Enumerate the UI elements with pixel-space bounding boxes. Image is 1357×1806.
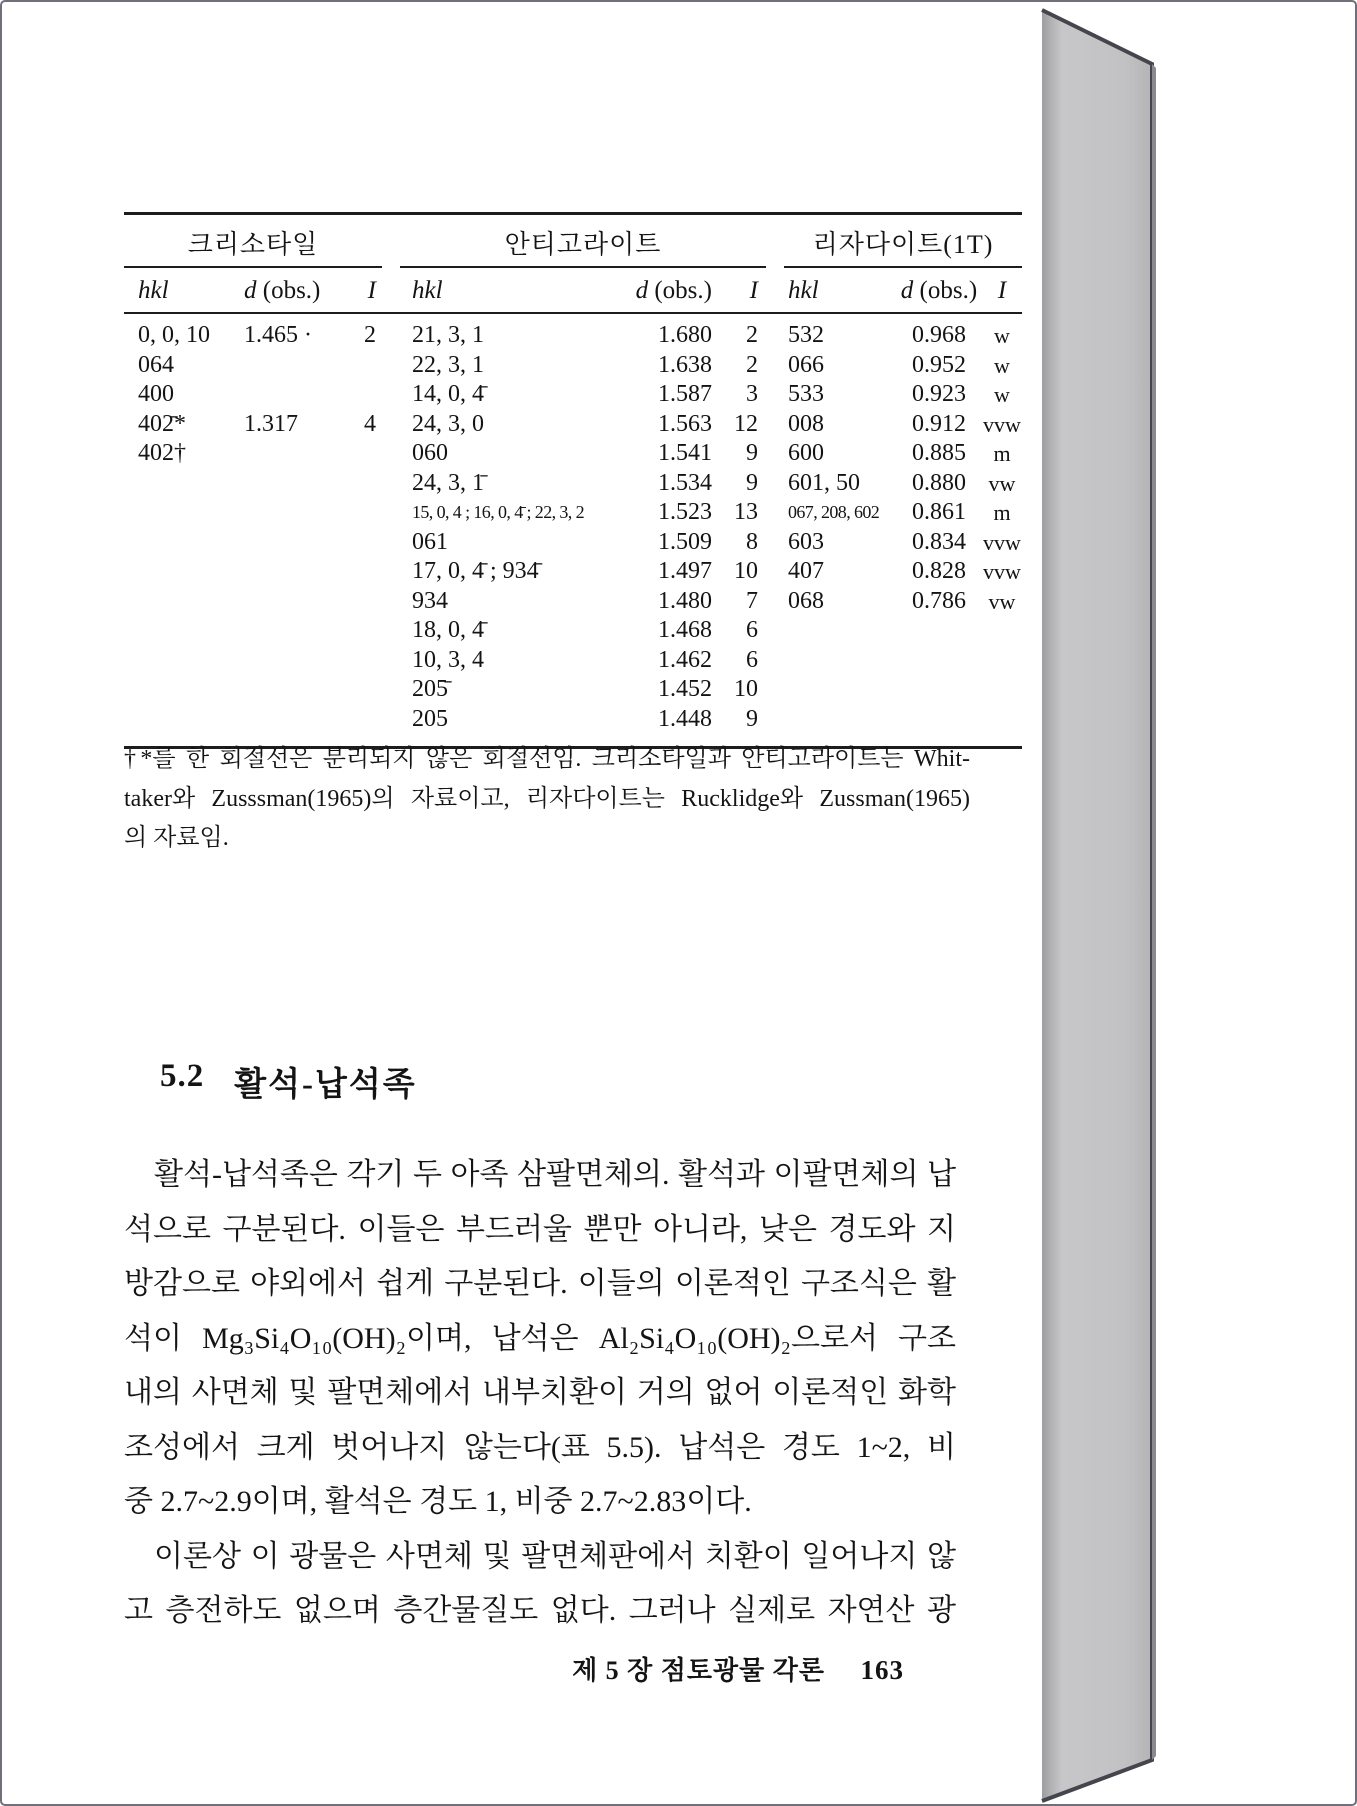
table-cell-c-i <box>338 616 382 646</box>
table-gap <box>766 380 784 410</box>
column-header-hkl <box>784 268 896 312</box>
table-cell-a-d: 1.563 <box>658 410 712 437</box>
table-cell-c-i: 4 <box>364 410 376 437</box>
table-cell-a-hkl: 205 <box>412 705 448 732</box>
table-gap <box>766 646 784 676</box>
table-cell-a-hkl: 24, 3, 0 <box>412 410 484 437</box>
table-gap <box>766 498 784 528</box>
column-header-hkl <box>400 268 632 312</box>
table-cell-a-d: 1.509 <box>658 528 712 555</box>
hkl-label: hkl <box>412 277 443 304</box>
table-cell-a-i: 3 <box>746 381 758 407</box>
hkl-label: hkl <box>138 277 169 304</box>
table-cell-c-hkl: 402̄* <box>138 410 186 437</box>
table-cell-c-d: 1.317 <box>244 410 298 437</box>
body-text <box>124 1148 956 1639</box>
table-cell-c-i <box>338 380 382 410</box>
column-header-d-obs <box>632 268 712 312</box>
table-gap <box>382 469 400 499</box>
table-cell-l-i: vw <box>988 470 1016 496</box>
table-cell-a-d: 1.541 <box>658 440 712 466</box>
table-gap <box>382 380 400 410</box>
table-footnote <box>124 740 970 859</box>
table-cell-l-hkl: 008 <box>788 410 824 437</box>
table-cell-c-d <box>236 646 338 676</box>
table-cell-l-i: m <box>993 441 1011 466</box>
table-cell-l-i <box>982 646 1022 676</box>
book-page-edge-graphic <box>1040 2 1162 1806</box>
table-cell-a-i: 6 <box>746 617 758 643</box>
table-cell-c-i <box>338 587 382 617</box>
table-cell-c-hkl <box>124 498 236 528</box>
d-label: d <box>635 277 649 304</box>
table-cell-l-d <box>896 675 982 705</box>
table-cell-a-d: 1.462 <box>658 646 712 673</box>
table-cell-c-d <box>236 498 338 528</box>
table-cell-a-hkl: 21, 3, 1 <box>412 322 484 348</box>
body-line: 활석-납석족은 각기 두 아족 삼팔면체의. 활석과 이팔면체의 납 <box>154 1158 956 1191</box>
i-label: I <box>367 277 376 304</box>
body-line: 중 2.7~2.9이며, 활석은 경도 1, 비중 2.7~2.83이다. <box>124 1485 752 1518</box>
table-cell-l-d <box>896 616 982 646</box>
column-header-d-obs <box>236 268 338 312</box>
table-gap <box>382 675 400 705</box>
table-cell-l-i <box>982 705 1022 735</box>
xrd-table <box>124 212 1022 749</box>
table-cell-a-d: 1.587 <box>658 381 712 407</box>
table-cell-c-i <box>338 557 382 587</box>
table-gap <box>766 587 784 617</box>
table-cell-c-i <box>338 351 382 381</box>
table-cell-a-i: 12 <box>734 410 758 437</box>
table-cell-l-hkl <box>784 646 896 676</box>
table-cell-a-hkl: 15, 0, 4 ; 16, 0, 4̄ ; 22, 3, 2 <box>412 502 585 522</box>
table-cell-l-i: vvw <box>983 411 1021 437</box>
section-heading <box>160 1058 417 1105</box>
table-gap <box>766 410 784 440</box>
column-header-intensity <box>338 268 382 312</box>
table-gap <box>382 498 400 528</box>
body-line: 석이 Mg₃Si₄O₁₀(OH)₂이며, 납석은 Al₂Si₄O₁₀(OH)₂으로서 구조 <box>124 1321 956 1355</box>
table-cell-a-hkl: 17, 0, 4̄ ; 934̄ <box>412 558 539 584</box>
table-cell-a-i: 9 <box>746 440 758 466</box>
table-cell-c-hkl: 402† <box>138 440 186 466</box>
column-header-intensity <box>712 268 766 312</box>
group-title-lizardite: 리자다이트(1T) <box>784 215 1022 268</box>
page-footer <box>124 1650 904 1687</box>
column-header-intensity <box>982 268 1022 312</box>
table-cell-a-hkl: 934 <box>412 587 448 614</box>
table-cell-a-i: 13 <box>734 499 758 525</box>
table-cell-c-hkl: 0, 0, 10 <box>138 322 210 348</box>
table-cell-c-hkl <box>124 616 236 646</box>
table-gap <box>382 528 400 558</box>
group-title-chrysotile: 크리소타일 <box>124 215 382 268</box>
table-cell-l-d: 0.861 <box>912 499 966 525</box>
table-gap <box>766 557 784 587</box>
table-cell-a-d: 1.448 <box>658 705 712 732</box>
table-cell-a-d: 1.523 <box>658 499 712 525</box>
table-cell-c-hkl <box>124 528 236 558</box>
table-cell-a-hkl: 14, 0, 4̄ <box>412 381 484 407</box>
table-cell-a-hkl: 061 <box>412 528 448 555</box>
table-cell-a-hkl: 205̄ <box>412 676 448 702</box>
table-cell-c-hkl <box>124 646 236 676</box>
table-cell-a-hkl: 060 <box>412 440 448 466</box>
i-label: I <box>997 277 1007 304</box>
table-cell-l-hkl: 533 <box>788 381 824 407</box>
column-header-d-obs <box>896 268 982 312</box>
table-cell-l-d: 0.952 <box>912 351 966 378</box>
chapter-label: 제 5 장 점토광물 각론 <box>572 1656 825 1685</box>
table-cell-c-hkl <box>124 587 236 617</box>
table-gap <box>382 557 400 587</box>
table-cell-a-i: 10 <box>734 676 758 702</box>
table-cell-c-hkl: 064 <box>138 351 174 378</box>
table-cell-c-hkl <box>124 705 236 735</box>
body-line: 이론상 이 광물은 사면체 및 팔면체판에서 치환이 일어나지 않 <box>154 1539 956 1573</box>
body-line: 석으로 구분된다. 이들은 부드러울 뿐만 아니라, 낮은 경도와 지 <box>124 1212 956 1246</box>
table-cell-a-i: 6 <box>746 646 758 673</box>
table-cell-c-d <box>236 351 338 381</box>
book-edge-illustration <box>1040 2 1162 1806</box>
table-cell-c-i <box>338 498 382 528</box>
table-cell-c-hkl <box>124 557 236 587</box>
group-title-antigorite: 안티고라이트 <box>400 215 766 268</box>
table-cell-l-i: vvw <box>983 529 1021 555</box>
table-cell-a-hkl: 24, 3, 1̄ <box>412 469 484 496</box>
table-cell-l-hkl: 532 <box>788 322 824 348</box>
table-cell-l-d: 0.880 <box>912 469 966 496</box>
table-gap <box>382 215 400 268</box>
table-cell-l-d: 0.885 <box>912 440 966 466</box>
table-cell-c-hkl <box>124 469 236 499</box>
table-cell-a-i: 2 <box>746 322 758 348</box>
table-gap <box>766 616 784 646</box>
table-gap <box>382 587 400 617</box>
table-cell-l-hkl <box>784 675 896 705</box>
table-cell-c-d <box>236 616 338 646</box>
table-cell-c-d <box>236 675 338 705</box>
table-cell-a-d: 1.497 <box>658 558 712 584</box>
footnote-line: taker와 Zusssman(1965)의 자료이고, 리자다이트는 Rucklidge와 Zussman(1965) <box>124 785 970 812</box>
obs-label: (obs.) <box>913 277 978 304</box>
table-gap <box>382 439 400 469</box>
table-cell-a-d: 1.680 <box>658 322 712 348</box>
table-cell-a-hkl: 22, 3, 1 <box>412 351 484 378</box>
hkl-label: hkl <box>788 277 819 304</box>
table-gap <box>382 321 400 351</box>
table-cell-a-i: 9 <box>746 705 758 732</box>
table-cell-c-hkl: 400 <box>138 381 174 407</box>
obs-label: (obs.) <box>256 277 321 304</box>
table-cell-l-hkl: 067, 208, 602 <box>788 502 880 522</box>
table-gap <box>382 705 400 735</box>
table-cell-a-i: 7 <box>746 587 758 614</box>
table-cell-c-d <box>236 705 338 735</box>
table-gap <box>382 410 400 440</box>
section-number: 5.2 <box>160 1058 205 1094</box>
table-cell-l-d: 0.834 <box>912 528 966 555</box>
table-cell-a-hkl: 18, 0, 4̄ <box>412 617 484 643</box>
table-cell-l-i: w <box>994 352 1010 378</box>
table-gap <box>382 616 400 646</box>
table-cell-l-d: 0.923 <box>912 381 966 407</box>
table-cell-c-i <box>338 705 382 735</box>
page-number: 163 <box>860 1655 904 1685</box>
table-cell-a-hkl: 10, 3, 4 <box>412 646 484 673</box>
table-cell-l-hkl: 066 <box>788 351 824 378</box>
body-line: 방감으로 야외에서 쉽게 구분된다. 이들의 이론적인 구조식은 활 <box>124 1267 956 1300</box>
table-gap <box>766 215 784 268</box>
table-gap <box>766 351 784 381</box>
table-cell-l-hkl: 601, 50 <box>788 469 860 496</box>
table-cell-l-d: 0.828 <box>912 558 966 584</box>
header-rule <box>124 312 1022 314</box>
i-label: I <box>749 277 758 304</box>
table-cell-l-i: vw <box>988 588 1016 614</box>
table-cell-a-d: 1.480 <box>658 587 712 614</box>
table-cell-l-hkl: 600 <box>788 440 824 466</box>
table-cell-c-i <box>338 439 382 469</box>
table-cell-a-i: 8 <box>746 528 758 555</box>
table-cell-c-i: 2 <box>364 322 376 348</box>
d-label: d <box>244 277 257 304</box>
obs-label: (obs.) <box>648 277 712 304</box>
table-gap <box>382 268 400 312</box>
table-cell-l-hkl: 603 <box>788 528 824 555</box>
table-gap <box>766 268 784 312</box>
table-cell-a-i: 9 <box>746 469 758 496</box>
table-cell-l-i <box>982 675 1022 705</box>
table-cell-l-i: vvw <box>983 559 1021 584</box>
table-cell-c-d <box>236 380 338 410</box>
table-cell-c-hkl <box>124 675 236 705</box>
table-cell-c-i <box>338 528 382 558</box>
table-gap <box>766 705 784 735</box>
table-cell-l-i: w <box>994 382 1010 407</box>
table-gap <box>766 528 784 558</box>
table-gap <box>766 439 784 469</box>
table-cell-l-d <box>896 705 982 735</box>
body-line: 고 층전하도 없으며 층간물질도 없다. 그러나 실제로 자연산 광 <box>124 1594 956 1627</box>
table-cell-l-hkl <box>784 616 896 646</box>
table-cell-c-i <box>338 469 382 499</box>
table-cell-l-hkl: 407 <box>788 558 824 584</box>
footnote-line: 의 자료임. <box>124 825 229 851</box>
table-cell-a-i: 2 <box>746 351 758 378</box>
table-cell-c-i <box>338 646 382 676</box>
table-cell-a-d: 1.468 <box>658 617 712 643</box>
table-cell-c-d <box>236 557 338 587</box>
table-cell-l-i <box>982 616 1022 646</box>
table-cell-l-hkl <box>784 705 896 735</box>
table-cell-a-d: 1.534 <box>658 469 712 496</box>
column-header-hkl <box>124 268 236 312</box>
table-cell-c-d <box>236 587 338 617</box>
d-label: d <box>900 277 914 304</box>
table-gap <box>766 321 784 351</box>
table-cell-l-d: 0.786 <box>912 587 966 614</box>
table-cell-a-d: 1.452 <box>658 676 712 702</box>
table-cell-c-d <box>236 528 338 558</box>
table-cell-c-d <box>236 439 338 469</box>
table-cell-a-d: 1.638 <box>658 351 712 378</box>
table-cell-l-i: w <box>994 323 1010 348</box>
table-cell-l-i: m <box>993 500 1011 525</box>
body-line: 내의 사면체 및 팔면체에서 내부치환이 거의 없어 이론적인 화학 <box>124 1376 956 1409</box>
body-line: 조성에서 크게 벗어나지 않는다(표 5.5). 납석은 경도 1~2, 비 <box>124 1430 956 1464</box>
table-cell-c-d: 1.465 · <box>244 322 312 348</box>
footnote-line: †*를 한 회절선은 분리되지 않은 회절선임. 크리소타일과 안티고라이트는 Whit- <box>124 746 970 772</box>
table-gap <box>766 675 784 705</box>
table-cell-l-d <box>896 646 982 676</box>
table-gap <box>382 646 400 676</box>
table-cell-c-d <box>236 469 338 499</box>
table-cell-c-i <box>338 675 382 705</box>
table-cell-l-hkl: 068 <box>788 587 824 614</box>
section-title: 활석-납석족 <box>234 1067 417 1103</box>
table-gap <box>766 469 784 499</box>
table-gap <box>382 351 400 381</box>
table-cell-l-d: 0.912 <box>912 410 966 437</box>
table-cell-a-i: 10 <box>734 558 758 584</box>
table-cell-l-d: 0.968 <box>912 322 966 348</box>
